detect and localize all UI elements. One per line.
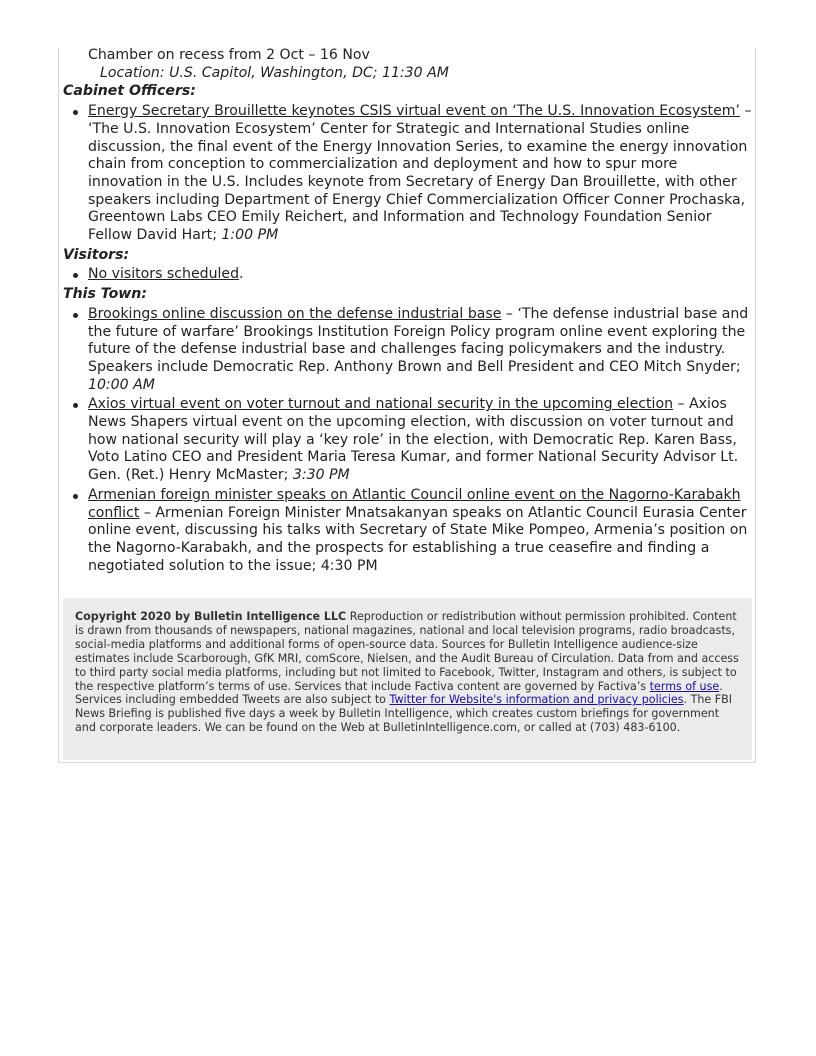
visitors-link[interactable]: No visitors scheduled	[88, 266, 240, 283]
cabinet-list	[63, 103, 753, 245]
list-item	[88, 487, 753, 576]
event-description: – ‘The defense industrial base and the future of warfare’ Brookings Institution Foreign Policy program online event exploring the future of the defense industrial base and challenges facing policymakers and the industry. Speakers include Democratic Rep. Anthony Brown and Bell President and CEO Mitch Snyder;	[88, 305, 749, 375]
recess-note: Chamber on recess from 2 Oct – 16 Nov	[88, 47, 370, 63]
list-item: No visitors scheduled.	[88, 266, 753, 284]
list-item	[88, 103, 753, 245]
list-item	[88, 306, 753, 395]
copyright-label: Copyright 2020 by Bulletin Intelligence LLC	[75, 610, 347, 623]
event-time: 3:30 PM	[292, 467, 350, 484]
twitter-policy-link[interactable]: Twitter for Website's information and privacy policies	[389, 693, 684, 707]
event-time: 10:00 AM	[88, 376, 155, 393]
cabinet-event-link[interactable]: Energy Secretary Brouillette keynotes CSIS virtual event on ‘The U.S. Innovation Ecosystem’	[88, 103, 740, 120]
terms-of-use-link[interactable]: terms of use	[649, 679, 720, 693]
atlantic-council-event-link[interactable]: Armenian foreign minister speaks on Atlantic Council online event on the Nagorno-Karabakh conflict	[88, 486, 741, 521]
this-town-list	[63, 306, 753, 576]
visitors-heading: Visitors:	[63, 246, 130, 263]
copyright-footer: Copyright 2020 by Bulletin Intelligence LLC Reproduction or redistribution without permission prohibited. Content is drawn from thousands of newspapers, national magazines, national and local television programs, radio broadcasts, social-media platforms and additional forms of open-source data. Sources for Bulletin Intelligence audience-size estimates include Scarborough, GfK MRI, comScore, Nielsen, and the Audit Bureau of Circulation. Data from and access to third party social media platforms, including but not limited to Facebook, Twitter, Instagram and others, is subject to the respective platform’s terms of use. Services that include Factiva content are governed by Factiva’s terms of use. Services including embedded Tweets are also subject to Twitter for Website's information and privacy policies. The FBI News Briefing is published five days a week by Bulletin Intelligence, which creates custom briefings for government and corporate leaders. We can be found on the Web at BulletinIntelligence.com, or called at (703) 483-6100.	[63, 598, 752, 760]
event-description: – ‘The U.S. Innovation Ecosystem’ Center for Strategic and International Studies online discussion, the final event of the Energy Innovation Series, to examine the energy innovation chain from conception to commercialization and deployment and how to spur more innovation in the U.S. Includes keynote from Secretary of Energy Dan Brouillette, with other speakers including Department of Energy Chief Commercialization Officer Conner Prochaska, Greentown Labs CEO Emily Reichert, and Information and Technology Foundation Senior Fellow David Hart;	[88, 103, 752, 244]
event-description: – Axios News Shapers virtual event on the upcoming election, with discussion on voter turnout and how national security will play a ‘key role’ in the election, with Democratic Rep. Karen Bass, Voto Latino CEO and President Maria Teresa Kumar, and former National Security Advisor Lt. Gen. (Ret.) Henry McMaster;	[88, 396, 739, 484]
event-description: – Armenian Foreign Minister Mnatsakanyan speaks on Atlantic Council Eurasia Center online event, discussing his talks with Secretary of State Mike Pompeo, Armenia’s position on the Nagorno-Karabakh, and the prospects for establishing a true ceasefire and finding a negotiated solution to the issue; 4:30 PM	[88, 504, 748, 574]
event-time: 1:00 PM	[221, 227, 279, 244]
brookings-event-link[interactable]: Brookings online discussion on the defense industrial base	[88, 305, 502, 322]
location-note: Location: U.S. Capitol, Washington, DC; 11:30 AM	[100, 64, 449, 81]
list-item	[88, 396, 753, 485]
visitors-list	[63, 266, 753, 284]
axios-event-link[interactable]: Axios virtual event on voter turnout and national security in the upcoming election	[88, 396, 674, 413]
briefing-content	[63, 47, 753, 577]
cabinet-heading: Cabinet Officers:	[63, 83, 196, 100]
this-town-heading: This Town:	[63, 286, 147, 303]
